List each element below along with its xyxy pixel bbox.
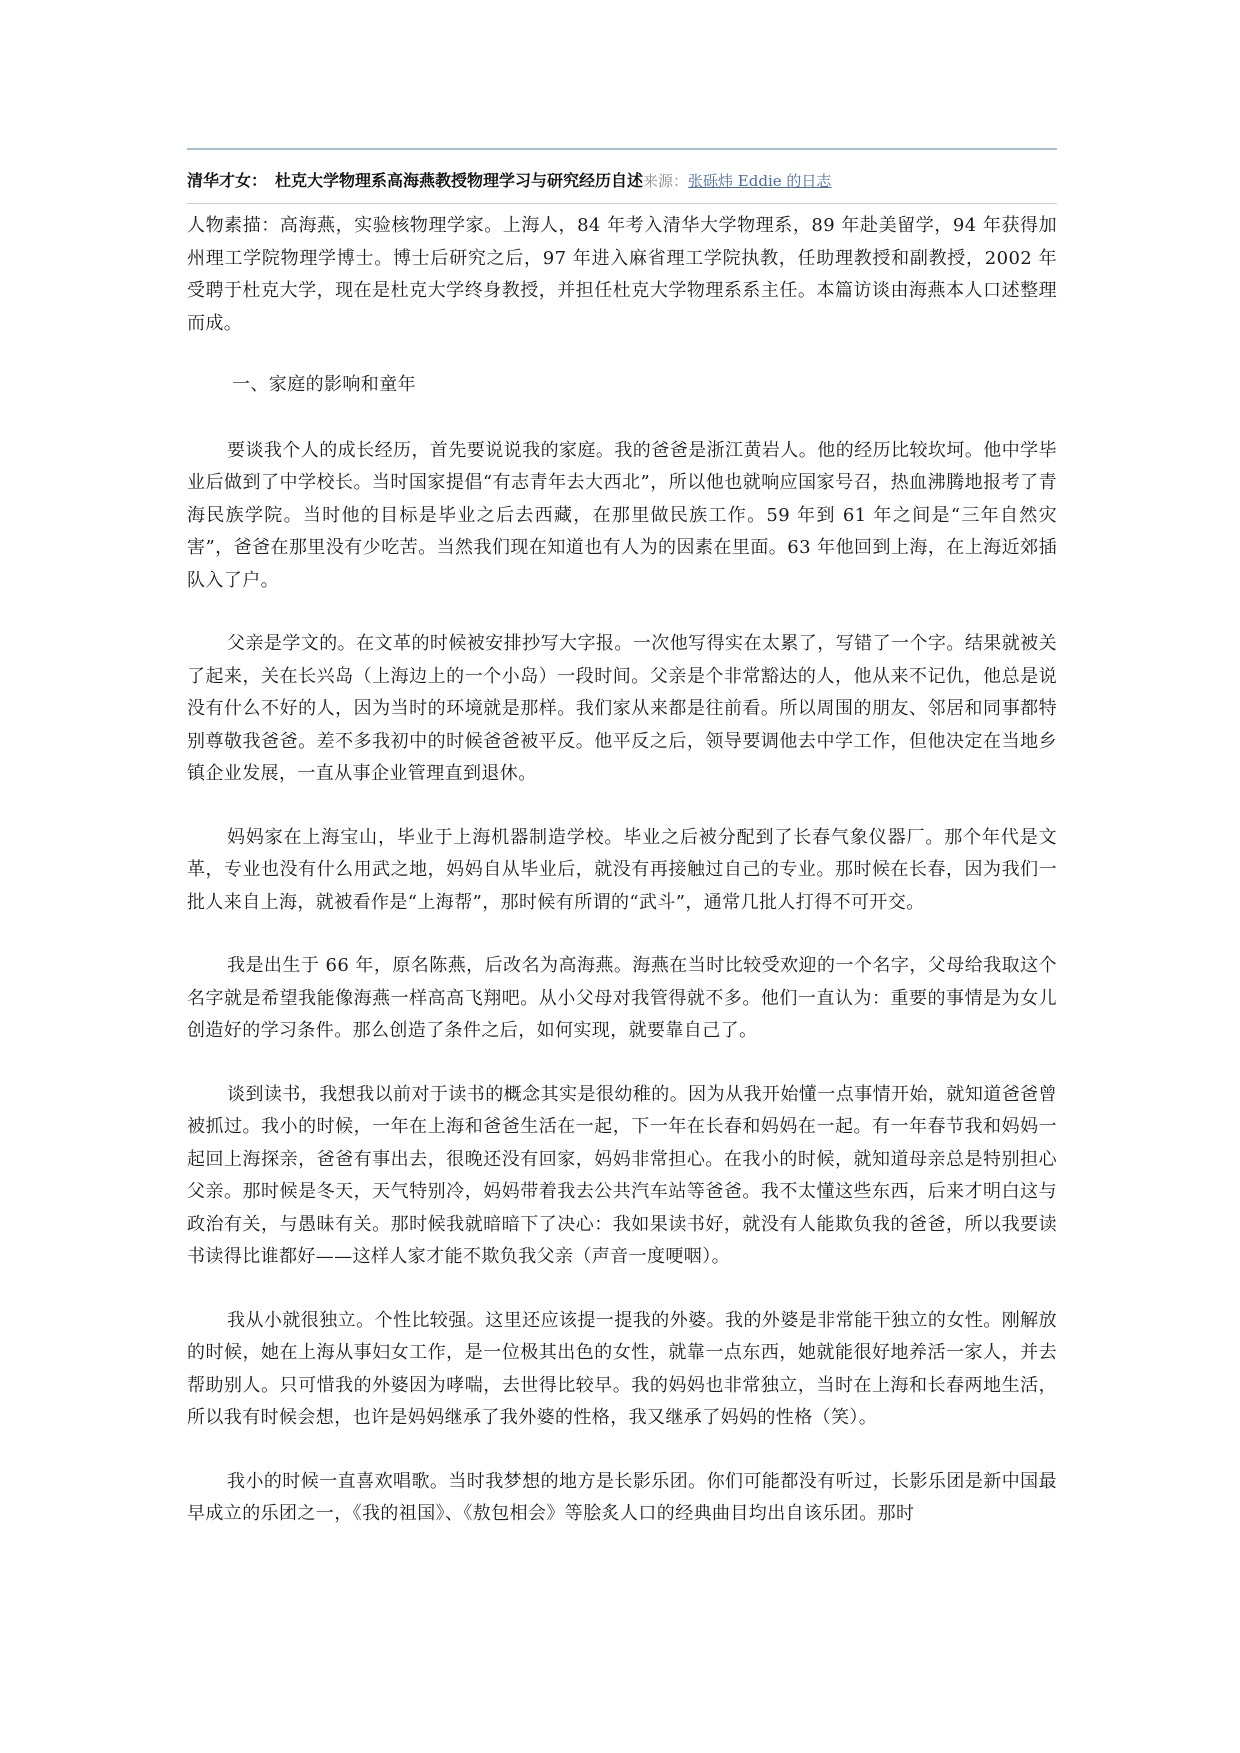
source-link[interactable]: 张砾炜 Eddie 的日志 xyxy=(688,172,832,190)
body-paragraph: 要谈我个人的成长经历，首先要说说我的家庭。我的爸爸是浙江黄岩人。他的经历比较坎坷。他中学毕业后做到了中学校长。当时国家提倡“有志青年去大西北”，所以他也就响应国家号召，热血沸腾地报考了青海民族学院。当时他的目标是毕业之后去西藏，在那里做民族工作。59 年到 61 年之间是“三年自然灾害”，爸爸在那里没有少吃苦。当然我们现在知道也有人为的因素在里面。63 年他回到上海，在上海近郊插队入了户。 xyxy=(187,439,1057,591)
section-heading: 一、家庭的影响和童年 xyxy=(232,374,416,395)
intro-paragraph: 人物素描：高海燕，实验核物理学家。上海人，84 年考入清华大学物理系，89 年赴美留学，94 年获得加州理工学院物理学博士。博士后研究之后，97 年进入麻省理工学院执教，任助理教授和副教授，2002 年受聘于杜克大学，现在是杜克大学终身教授，并担任杜克大学物理系系主任。本篇访谈由海燕本人口述整理而成。 xyxy=(187,215,1057,334)
body-paragraph: 我从小就很独立。个性比较强。这里还应该提一提我的外婆。我的外婆是非常能干独立的女性。刚解放的时候，她在上海从事妇女工作，是一位极其出色的女性，就靠一点东西，她就能很好地养活一家人，并去帮助别人。只可惜我的外婆因为哮喘，去世得比较早。我的妈妈也非常独立，当时在上海和长春两地生活，所以我有时候会想，也许是妈妈继承了我外婆的性格，我又继承了妈妈的性格（笑）。 xyxy=(187,1309,1057,1428)
article-body xyxy=(187,210,1057,1562)
body-paragraph: 父亲是学文的。在文革的时候被安排抄写大字报。一次他写得实在太累了，写错了一个字。结果就被关了起来，关在长兴岛（上海边上的一个小岛）一段时间。父亲是个非常豁达的人，他从来不记仇，他总是说没有什么不好的人，因为当时的环境就是那样。我们家从来都是往前看。所以周围的朋友、邻居和同事都特别尊敬我爸爸。差不多我初中的时候爸爸被平反。他平反之后，领导要调他去中学工作，但他决定在当地乡镇企业发展，一直从事企业管理直到退休。 xyxy=(187,633,1057,784)
body-paragraph: 谈到读书，我想我以前对于读书的概念其实是很幼稚的。因为从我开始懂一点事情开始，就知道爸爸曾被抓过。我小的时候，一年在上海和爸爸生活在一起，下一年在长春和妈妈在一起。有一年春节我和妈妈一起回上海探亲，爸爸有事出去，很晚还没有回家，妈妈非常担心。在我小的时候，就知道母亲总是特别担心父亲。那时候是冬天，天气特别冷，妈妈带着我去公共汽车站等爸爸。我不太懂这些东西，后来才明白这与政治有关，与愚昧有关。那时候我就暗暗下了决心：我如果读书好，就没有人能欺负我的爸爸，所以我要读书读得比谁都好——这样人家才能不欺负我父亲（声音一度哽咽）。 xyxy=(187,1083,1057,1267)
body-paragraph: 我是出生于 66 年，原名陈燕，后改名为高海燕。海燕在当时比较受欢迎的一个名字，父母给我取这个名字就是希望我能像海燕一样高高飞翔吧。从小父母对我管得就不多。他们一直认为：重要的事情是为女儿创造好的学习条件。那么创造了条件之后，如何实现，就要靠自己了。 xyxy=(187,955,1057,1041)
source-label: 来源： xyxy=(643,172,689,190)
body-paragraph: 我小的时候一直喜欢唱歌。当时我梦想的地方是长影乐团。你们可能都没有听过，长影乐团是新中国最早成立的乐团之一，《我的祖国》、《敖包相会》等脍炙人口的经典曲目均出自该乐团。那时 xyxy=(187,1470,1057,1524)
article-title: 清华才女： 杜克大学物理系高海燕教授物理学习与研究经历自述 xyxy=(187,171,644,190)
body-paragraph: 妈妈家在上海宝山，毕业于上海机器制造学校。毕业之后被分配到了长春气象仪器厂。那个年代是文革，专业也没有什么用武之地，妈妈自从毕业后，就没有再接触过自己的专业。那时候在长春，因为我们一批人来自上海，就被看作是“上海帮”，那时候有所谓的“武斗”，通常几批人打得不可开交。 xyxy=(187,826,1057,913)
header-divider xyxy=(187,203,1057,204)
article-header xyxy=(187,168,1057,194)
top-divider xyxy=(187,148,1057,150)
